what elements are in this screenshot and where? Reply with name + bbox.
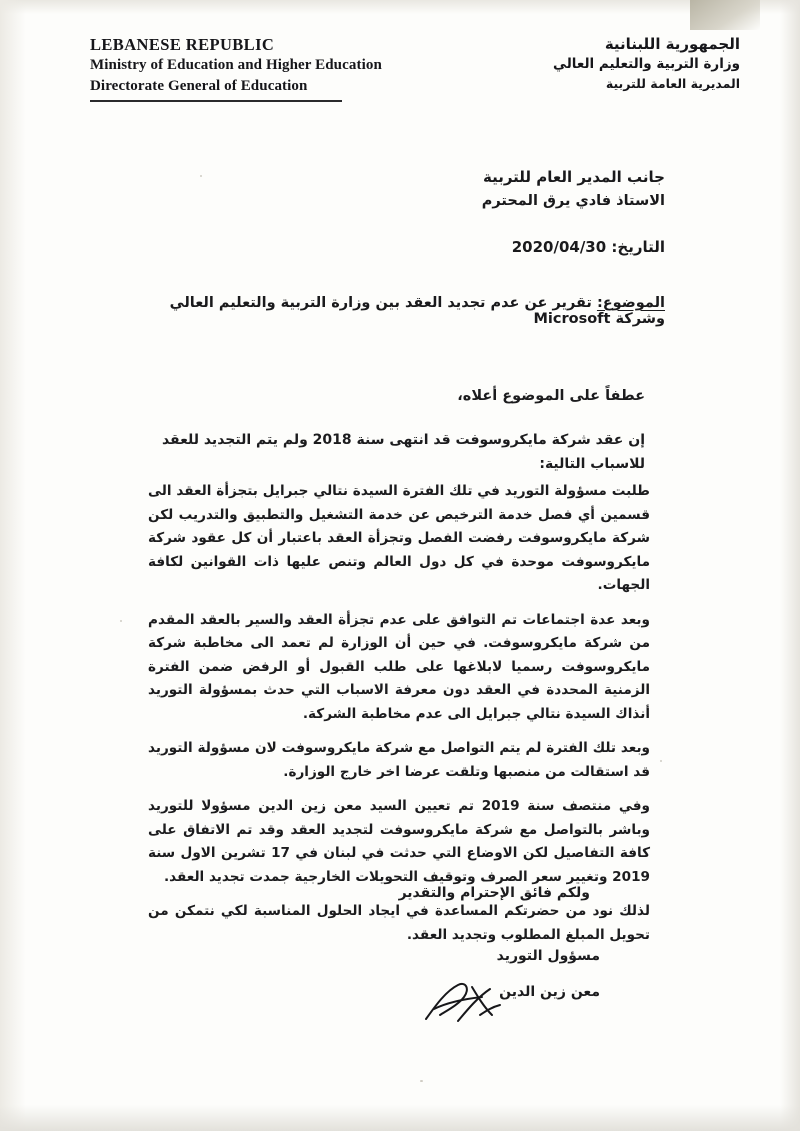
- handwritten-signature: [420, 975, 510, 1035]
- salutation: عطفاً على الموضوع أعلاه،: [457, 388, 645, 404]
- scan-corner-shadow: [690, 0, 760, 30]
- addressee-line-1: جانب المدير العام للتربية: [482, 168, 665, 186]
- letterhead-arabic-line3: المديرية العامة للتربية: [605, 76, 740, 91]
- body-paragraphs: [148, 480, 650, 949]
- scan-edge-left: [0, 0, 26, 1131]
- addressee-block: [482, 165, 665, 213]
- body-paragraph: وفي منتصف سنة 2019 تم تعيين السيد معن زين الدين مسؤولا للتوريد وباشر بالتواصل مع شركة مايكروسوفت لتجديد العقد وقد تم الاتفاق على كافة التفاصيل لكن الاوضاع التي حدثت في لبنان في 17 تشرين الاول سنة 2019 وتغيير سعر الصرف وتوقيف التحويلات الخارجية جمدت تجديد العقد.: [148, 798, 650, 885]
- subject-line: [140, 295, 665, 327]
- closing-line: ولكم فائق الإحترام والتقدير: [398, 885, 590, 901]
- scan-speck: [120, 620, 122, 622]
- subject-text: تقرير عن عدم تجديد العقد بين وزارة التربية والتعليم العالي وشركة Microsoft: [169, 295, 665, 327]
- letterhead-divider: [90, 100, 342, 102]
- scan-edge-right: [780, 0, 800, 1131]
- letterhead-english-line1: LEBANESE REPUBLIC: [90, 35, 275, 54]
- letterhead-english-line2: Ministry of Education and Higher Education: [90, 57, 382, 73]
- signer-role: مسؤول التوريد: [496, 948, 600, 964]
- scan-speck: [420, 1080, 423, 1082]
- letterhead-arabic-line1: الجمهورية اللبنانية: [604, 35, 740, 53]
- body-paragraph: لذلك نود من حضرتكم المساعدة في ايجاد الحلول المناسبة لكي نتمكن من تحويل المبلغ المطلوب وتجديد العقد.: [148, 903, 650, 943]
- letterhead-arabic: [553, 34, 740, 94]
- scan-speck: [660, 760, 662, 762]
- letterhead-arabic-line2: وزارة التربية والتعليم العالي: [553, 56, 740, 72]
- addressee-line-2: الاستاذ فادي يرق المحترم: [481, 193, 665, 209]
- scan-edge-bottom: [0, 1105, 800, 1131]
- signature-block: [497, 938, 600, 1010]
- letterhead-english-line3: Directorate General of Education: [90, 78, 308, 94]
- body-paragraph: وبعد عدة اجتماعات تم التوافق على عدم تجزأة العقد والسير بالعقد المقدم من شركة مايكروسوفت. في حين أن الوزارة لم تعمد الى مخاطبة شركة مايكروسوفت رسميا لابلاغها على طلب القبول أو الرفض ضمن الفترة الزمنية المحددة في العقد دون معرفة الاسباب التي حدث بمسؤولة التوريد أنذاك السيدة نتالي جبرايل الى عدم مخاطبة الشركة.: [148, 611, 650, 722]
- scan-speck: [200, 175, 202, 177]
- intro-paragraph: إن عقد شركة مايكروسوفت قد انتهى سنة 2018 ولم يتم التجديد للعقد للاسباب التالية:: [161, 432, 645, 472]
- letterhead-english: [90, 34, 382, 97]
- date-line: التاريخ: 2020/04/30: [511, 238, 665, 256]
- signer-name: معن زين الدين: [499, 984, 600, 1000]
- body-paragraph: طلبت مسؤولة التوريد في تلك الفترة السيدة نتالي جبرايل بتجزأة العقد الى قسمين أي فصل خدمة الترخيص عن خدمة التشغيل والتطبيق والتدريب لكن شركة مايكروسوفت رفضت الفصل وتجزأة العقد باعتبار أن كل عقود شركة مايكروسوفت موحدة في كل دول العالم وتنص عليها ذات القوانين لكافة الجهات.: [148, 483, 650, 593]
- scan-edge-top: [0, 0, 800, 14]
- body-paragraph: وبعد تلك الفترة لم يتم التواصل مع شركة مايكروسوفت لان مسؤولة التوريد قد استقالت من منصبها وتلقت عرضا اخر خارج الوزارة.: [148, 740, 650, 780]
- subject-label: الموضوع:: [596, 295, 665, 311]
- letterhead: [90, 34, 740, 108]
